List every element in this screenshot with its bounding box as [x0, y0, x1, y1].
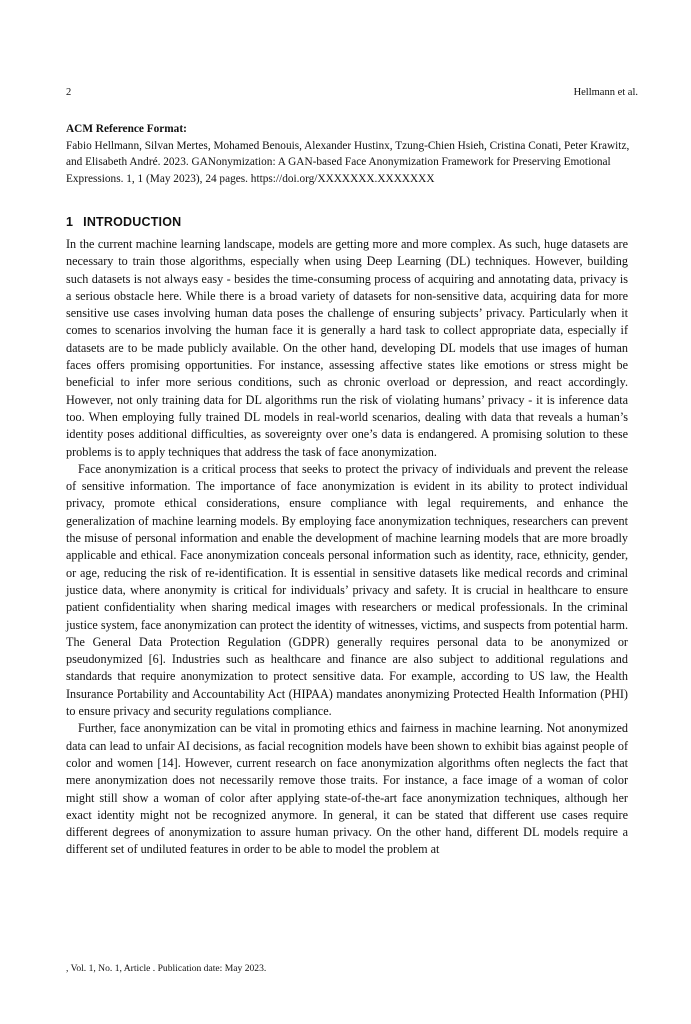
- acm-reference-block: [66, 121, 638, 187]
- section-title: INTRODUCTION: [83, 215, 182, 229]
- section-number: 1: [66, 215, 74, 229]
- paragraph: Further, face anonymization can be vital in promoting ethics and fairness in machine learning. Not anonymized data can lead to unfair AI decisions, as facial recognition models have been shown to exhibit bias against people of color and women [14]. However, current research on face anonymization algorithms often neglects the fact that mere anonymization does not necessarily remove those traits. For instance, a face image of a woman of color might still show a woman of color after applying state-of-the-art face anonymization techniques, although her exact identity might not be recognized anymore. In general, it can be stated that different use cases require different degrees of anonymization to assure human privacy. On the other hand, different DL models require a different set of undiluted features in order to be able to model the problem at: [66, 721, 628, 857]
- acm-reference-title: ACM Reference Format:: [66, 123, 187, 135]
- acm-reference-citation: Fabio Hellmann, Silvan Mertes, Mohamed Benouis, Alexander Hustinx, Tzung-Chien Hsieh, Cristina Conati, Peter Krawitz, and Elisabeth André. 2023. GANonymization: A GAN-based Face Anonymization Framework for Preserving Emotional Expressions. 1, 1 (May 2023), 24 pages. https://doi.org/XXXXXXX.XXXXXXX: [66, 139, 630, 185]
- page-number: 2: [66, 87, 72, 98]
- body-text: [66, 236, 628, 859]
- running-head: Hellmann et al.: [573, 87, 638, 98]
- section-heading: [66, 215, 181, 229]
- page-header: [66, 87, 638, 98]
- paragraph: In the current machine learning landscape, models are getting more and more complex. As such, huge datasets are necessary to train those algorithms, especially when using Deep Learning (DL) techniques. However, building such datasets is not always easy - besides the time-consuming process of acquiring and annotating data, privacy is a serious obstacle here. While there is a broad variety of datasets for non-sensitive data, acquiring data for more sensitive use cases involving human data poses the challenge of ensuring subjects’ privacy. Particularly when it comes to scenarios involving the human face it is generally a hard task to collect appropriate data, especially if datasets are to be made publicly available. On the other hand, developing DL models that use images of human faces offers promising opportunities. For instance, assessing affective states like emotions or stress might be beneficial to infer more serious conditions, such as chronic overload or depression, and react accordingly. However, not only training data for DL algorithms run the risk of violating humans’ privacy - it is inference data too. When employing fully trained DL models in real-world scenarios, dealing with data that reveals a human’s identity poses additional difficulties, as sovereignty over one’s data is endangered. A promising solution to these problems is to apply techniques that address the task of face anonymization.: [66, 237, 628, 459]
- page-footer: , Vol. 1, No. 1, Article . Publication date: May 2023.: [66, 963, 267, 974]
- paragraph: Face anonymization is a critical process that seeks to protect the privacy of individuals and prevent the release of sensitive information. The importance of face anonymization is evident in its ability to protect individual privacy, promote ethical considerations, ensure compliance with legal requirements, and enhance the generalization of machine learning models. By employing face anonymization techniques, researchers can prevent the misuse of personal information and enable the development of machine learning models that are more broadly applicable and ethical. Face anonymization conceals personal information such as identity, race, ethnicity, gender, or age, reducing the risk of re-identification. It is essential in sensitive datasets like medical records and criminal justice data, where anonymity is critical for individuals’ privacy and safety. It is crucial in healthcare to ensure patient confidentiality when sharing medical images with researchers or medical professionals. In the criminal justice system, face anonymization can protect the identity of witnesses, victims, and suspects from potential harm. The General Data Protection Regulation (GDPR) generally requires personal data to be anonymized or pseudonymized [6]. Industries such as healthcare and finance are also subject to additional regulations and standards that require anonymization to protect sensitive data. For example, according to US law, the Health Insurance Portability and Accountability Act (HIPAA) mandates anonymizing Protected Health Information (PHI) to ensure privacy and security regulations compliance.: [66, 461, 628, 719]
